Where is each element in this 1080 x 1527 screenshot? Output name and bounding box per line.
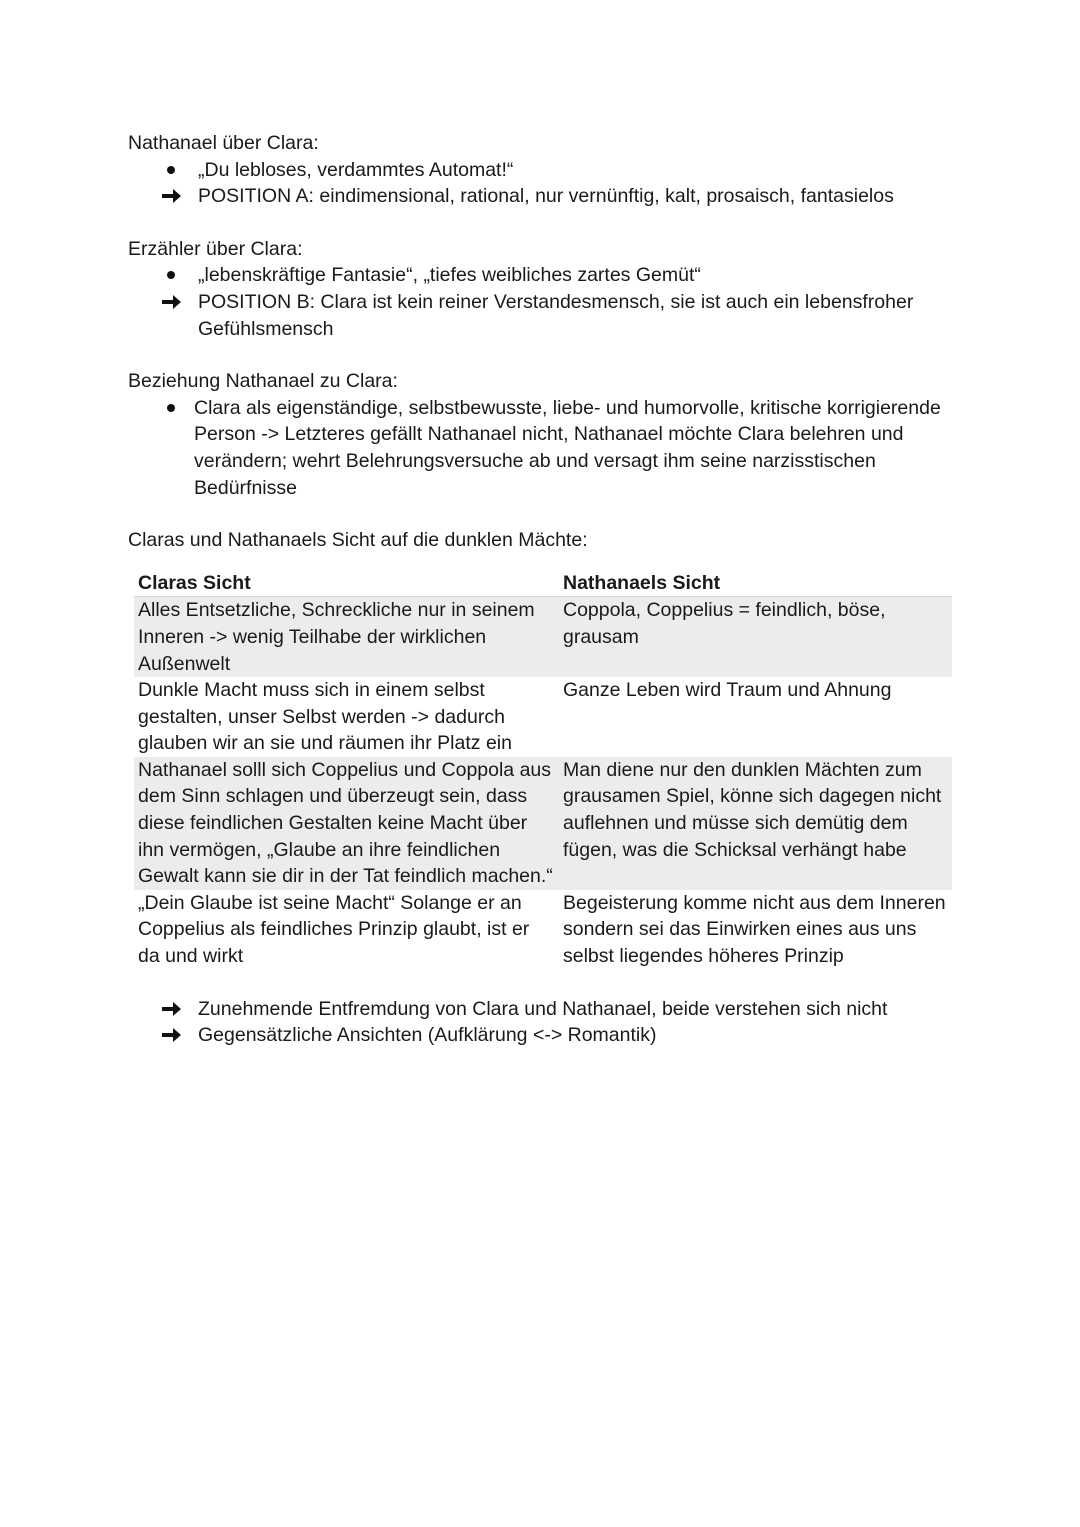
list-item-text: „Du lebloses, verdammtes Automat!“: [198, 158, 514, 181]
section-heading-beziehung: Beziehung Nathanael zu Clara:: [128, 370, 398, 393]
list-item: [128, 289, 958, 342]
table-cell: Nathanael solll sich Coppelius und Coppola aus dem Sinn schlagen und überzeugt sein, dass diese feindlichen Gestalten keine Macht über ihn vermögen, „Glaube an ihre feindlichen Gewalt kann sie dir in der Tat feindlich machen.“: [134, 757, 559, 890]
section-list: [128, 262, 958, 342]
list-item: [128, 157, 958, 184]
document-page: [128, 130, 958, 1049]
comparison-table: [134, 570, 952, 970]
table-cell: Ganze Leben wird Traum und Ahnung: [563, 679, 892, 702]
table-cell: Coppola, Coppelius = feindlich, böse, grausam: [559, 597, 952, 677]
conclusion-text: Gegensätzliche Ansichten (Aufklärung <-> Romantik): [198, 1024, 657, 1047]
table-row: [134, 597, 952, 677]
list-item: [128, 996, 958, 1023]
section-list: [128, 157, 958, 210]
conclusion-text: Zunehmende Entfremdung von Clara und Nathanael, beide verstehen sich nicht: [198, 997, 888, 1020]
comparison-table-wrapper: [134, 570, 952, 970]
table-cell: Man diene nur den dunklen Mächten zum grausamen Spiel, könne sich dagegen nicht auflehnen und müsse sich demütig dem fügen, was die Schicksal verhängt habe: [559, 757, 952, 890]
section-list: [128, 395, 958, 501]
table-heading: Claras und Nathanaels Sicht auf die dunklen Mächte:: [128, 529, 588, 552]
table-row: [134, 677, 952, 757]
column-header-nathanaels-sicht: Nathanaels Sicht: [559, 570, 952, 597]
table-cell: Begeisterung komme nicht aus dem Inneren sondern sei das Einwirken eines aus uns selbst liegendes höheres Prinzip: [563, 891, 946, 968]
list-item: [128, 262, 958, 289]
list-item-text: POSITION A: eindimensional, rational, nur vernünftig, kalt, prosaisch, fantasielos: [198, 185, 894, 208]
conclusion-list: [128, 996, 958, 1049]
list-item-text: „lebenskräftige Fantasie“, „tiefes weibliches zartes Gemüt“: [198, 264, 701, 287]
table-cell: „Dein Glaube ist seine Macht“ Solange er an Coppelius als feindliches Prinzip glaubt, ist er da und wirkt: [138, 891, 530, 968]
table-row: [134, 890, 952, 970]
table-row: [134, 757, 952, 890]
table-header-row: [134, 570, 952, 597]
list-item: [128, 1022, 958, 1049]
table-cell: Dunkle Macht muss sich in einem selbst gestalten, unser Selbst werden -> dadurch glauben wir an sie und räumen ihr Platz ein: [138, 679, 512, 755]
section-heading-nathanael-ueber-clara: Nathanael über Clara:: [128, 132, 319, 154]
list-item-text: POSITION B: Clara ist kein reiner Verstandesmensch, sie ist auch ein lebensfroher Gefühlsmensch: [198, 290, 914, 340]
table-cell: Alles Entsetzliche, Schreckliche nur in seinem Inneren -> wenig Teilhabe der wirklichen Außenwelt: [134, 597, 559, 677]
list-item: [128, 183, 958, 210]
column-header-claras-sicht: Claras Sicht: [134, 570, 559, 597]
section-heading-erzaehler-ueber-clara: Erzähler über Clara:: [128, 237, 303, 260]
list-item-text: Clara als eigenständige, selbstbewusste, liebe- und humorvolle, kritische korrigierende Person -> Letzteres gefällt Nathanael nicht, Nathanael möchte Clara belehren und verändern; wehrt Belehrungsversuche ab und versagt ihm seine narzisstischen Bedürfnisse: [194, 396, 941, 499]
list-item: [128, 395, 958, 501]
